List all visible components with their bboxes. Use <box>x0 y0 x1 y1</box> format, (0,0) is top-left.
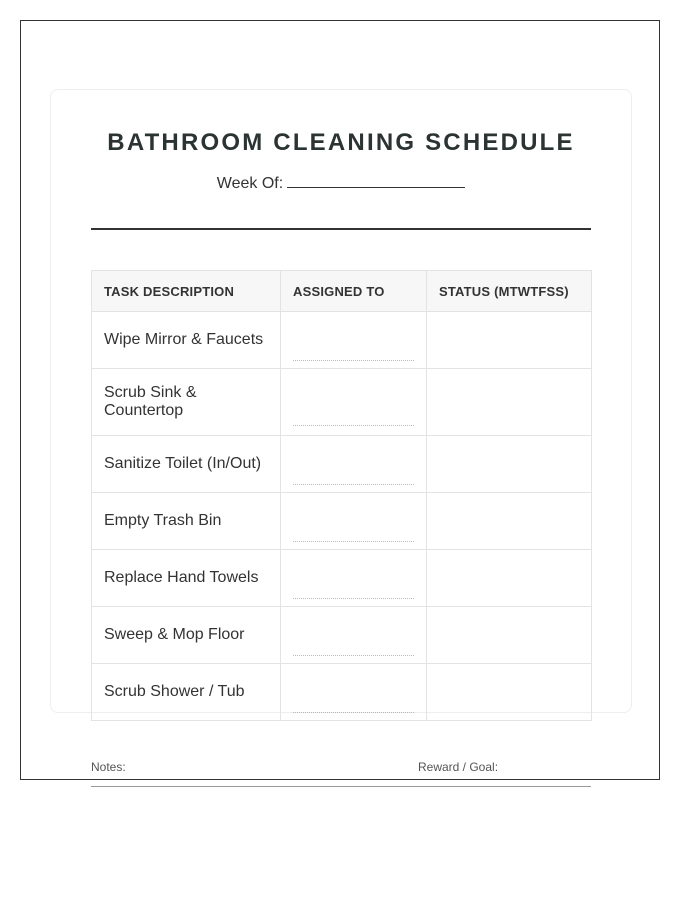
column-header-assigned: ASSIGNED TO <box>281 271 427 312</box>
task-description: Empty Trash Bin <box>92 493 281 550</box>
week-of-blank-line[interactable] <box>287 172 465 188</box>
task-description: Sanitize Toilet (In/Out) <box>92 436 281 493</box>
status-cell[interactable] <box>427 436 592 493</box>
status-cell[interactable] <box>427 369 592 436</box>
table-row <box>92 436 592 493</box>
table-row <box>92 550 592 607</box>
reward-goal-label: Reward / Goal: <box>418 760 499 774</box>
header-divider <box>91 228 591 230</box>
status-cell[interactable] <box>427 607 592 664</box>
task-description: Replace Hand Towels <box>92 550 281 607</box>
task-description: Sweep & Mop Floor <box>92 607 281 664</box>
column-header-status: STATUS (MTWTFSS) <box>427 271 592 312</box>
page-title: BATHROOM CLEANING SCHEDULE <box>107 129 575 156</box>
status-cell[interactable] <box>427 493 592 550</box>
assigned-to-line <box>293 578 414 599</box>
assigned-to-cell[interactable] <box>281 550 427 607</box>
week-of-label: Week Of: <box>216 175 284 192</box>
assigned-to-cell[interactable] <box>281 607 427 664</box>
week-of-field <box>91 172 591 194</box>
table-row <box>92 493 592 550</box>
task-description: Scrub Shower / Tub <box>92 664 281 721</box>
status-cell[interactable] <box>427 664 592 721</box>
assigned-to-cell[interactable] <box>281 312 427 369</box>
assigned-to-line <box>293 521 414 542</box>
task-description: Wipe Mirror & Faucets <box>92 312 281 369</box>
assigned-to-cell[interactable] <box>281 436 427 493</box>
task-table <box>91 270 592 721</box>
table-row <box>92 369 592 436</box>
assigned-to-line <box>293 340 414 361</box>
footer-line <box>91 786 591 787</box>
assigned-to-line <box>293 405 414 426</box>
assigned-to-cell[interactable] <box>281 664 427 721</box>
status-cell[interactable] <box>427 312 592 369</box>
table-header-row <box>92 271 592 312</box>
table-row <box>92 312 592 369</box>
notes-label: Notes: <box>91 760 126 774</box>
assigned-to-cell[interactable] <box>281 493 427 550</box>
assigned-to-line <box>293 635 414 656</box>
table-row <box>92 664 592 721</box>
assigned-to-cell[interactable] <box>281 369 427 436</box>
assigned-to-line <box>293 692 414 713</box>
column-header-task: TASK DESCRIPTION <box>92 271 281 312</box>
status-cell[interactable] <box>427 550 592 607</box>
table-row <box>92 607 592 664</box>
assigned-to-line <box>293 464 414 485</box>
task-description: Scrub Sink & Countertop <box>92 369 281 436</box>
